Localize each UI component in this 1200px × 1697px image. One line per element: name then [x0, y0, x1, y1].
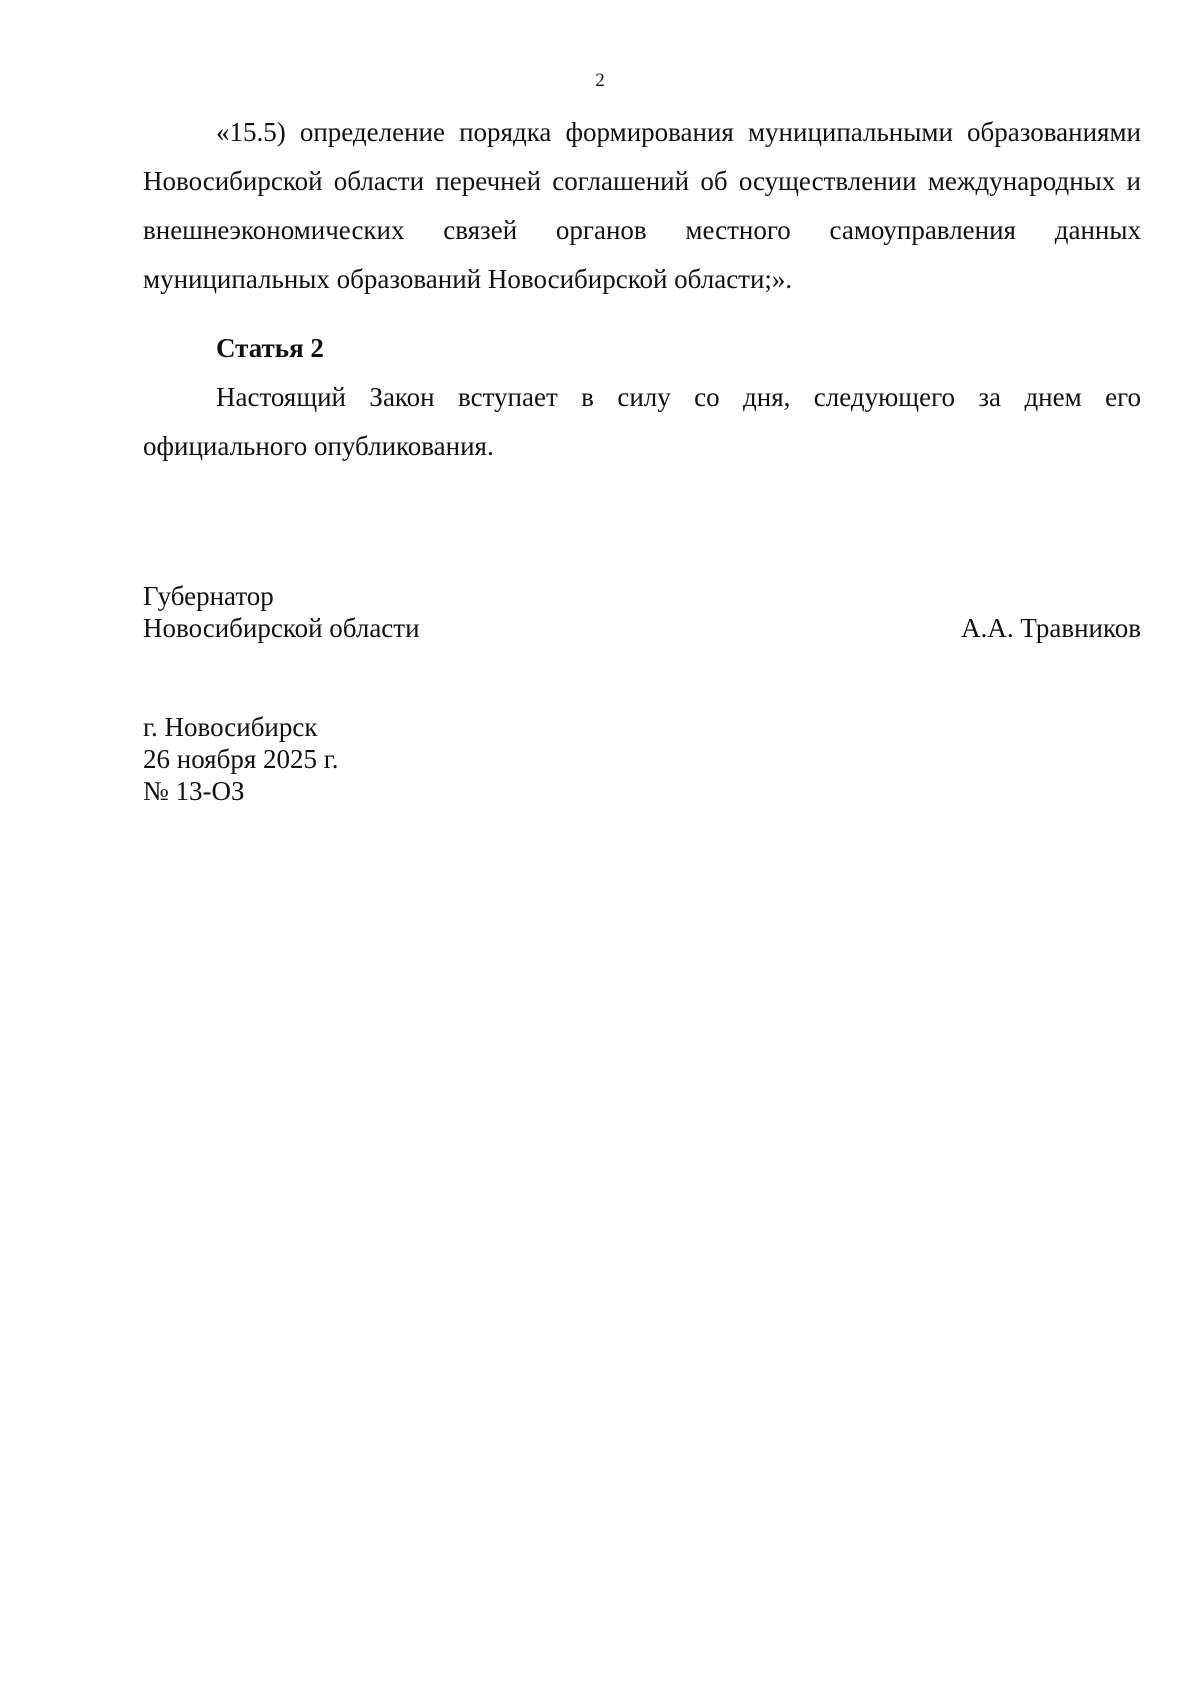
signatory-name: А.А. Травников: [961, 613, 1141, 643]
document-footer: [143, 711, 743, 807]
signatory-position-line-1: Губернатор: [143, 581, 274, 611]
footer-city: г. Новосибирск: [143, 712, 318, 742]
page-number: 2: [595, 70, 605, 91]
article-2-heading: Статья 2: [216, 333, 324, 363]
footer-law-number: № 13-ОЗ: [143, 776, 245, 806]
signature-row: [143, 612, 1141, 644]
signatory-position-line-2: Новосибирской области: [143, 613, 420, 643]
signature-block: [143, 580, 1141, 644]
paragraph-15-5: «15.5) определение порядка формирования муниципальными образованиями Новосибирской области перечней соглашений об осуществлении международных и внешнеэкономических связей органов местного самоуправления данных муниципальных образований Новосибирской области;».: [143, 117, 1141, 294]
article-2-text: Настоящий Закон вступает в силу со дня, следующего за днем его официального опубликования.: [143, 382, 1141, 461]
footer-date: 26 ноября 2025 г.: [143, 744, 339, 774]
document-body: [143, 108, 1141, 471]
